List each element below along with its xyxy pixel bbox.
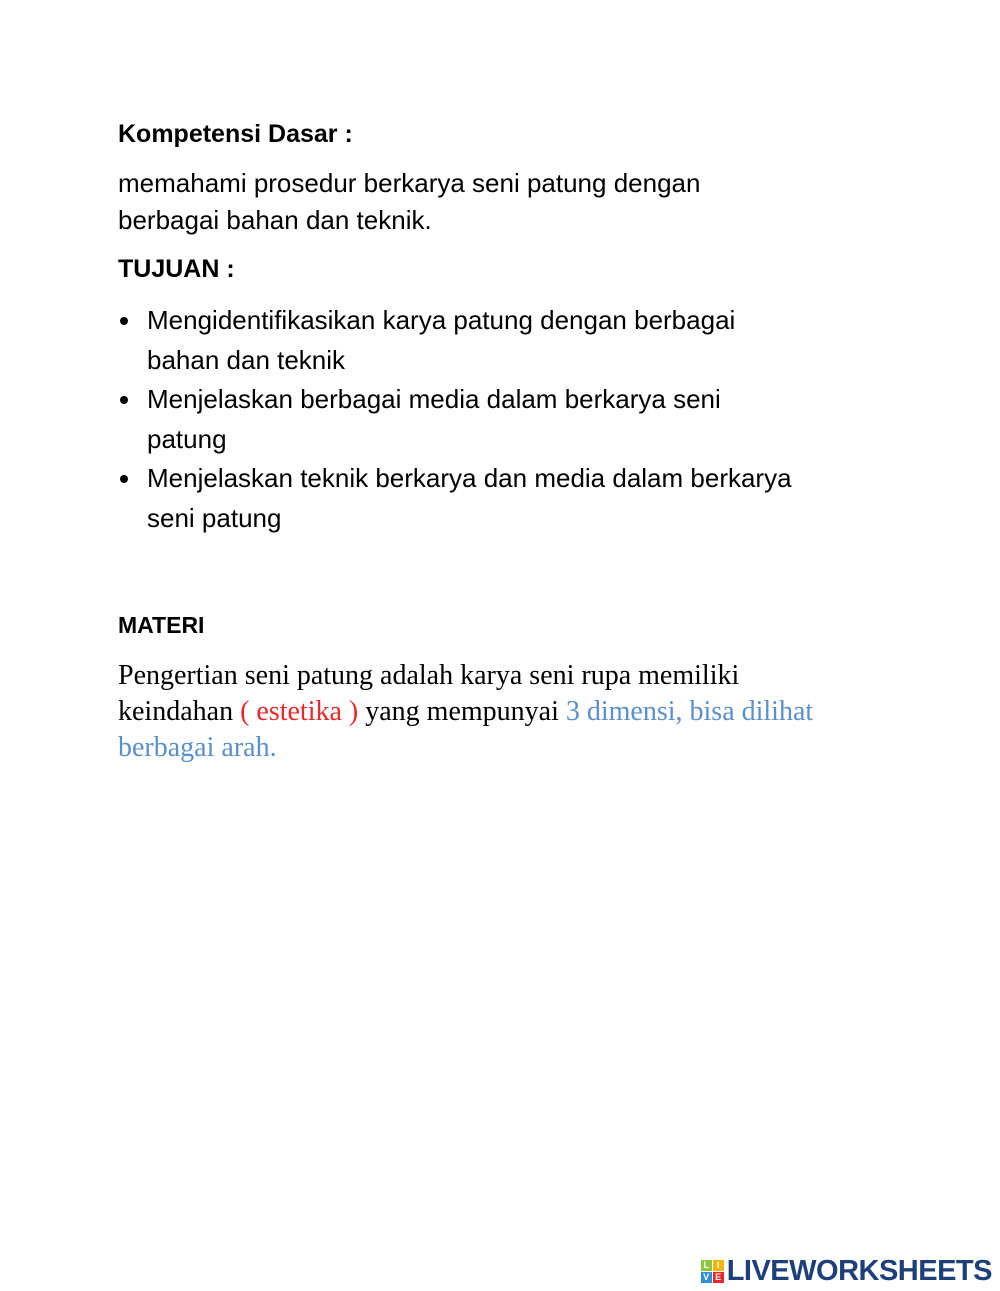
- list-item: Menjelaskan teknik berkarya dan media dalam berkarya seni patung: [118, 459, 792, 538]
- kd-line: memahami prosedur berkarya seni patung dengan: [118, 168, 701, 198]
- tujuan-heading: TUJUAN :: [118, 255, 235, 283]
- materi-heading: MATERI: [118, 612, 205, 638]
- highlight-blue: 3 dimensi, bisa dilihat: [565, 696, 814, 727]
- kd-line: berbagai bahan dan teknik.: [118, 205, 432, 235]
- logo-tiles-icon: L I V E: [701, 1260, 724, 1283]
- list-item: Menjelaskan berbagai media dalam berkarya seni patung: [118, 380, 792, 459]
- liveworksheets-logo: [701, 1256, 992, 1286]
- logo-text: LIVEWORKSHEETS: [726, 1255, 992, 1287]
- highlight-red: ( estetika ): [240, 696, 359, 727]
- list-item: Mengidentifikasikan karya patung dengan berbagai bahan dan teknik: [118, 301, 792, 380]
- materi-text: Pengertian seni patung adalah karya seni rupa memiliki keindahan ( estetika ) yang mempunyai 3 dimensi, bisa dilihat berbagai arah.: [118, 658, 813, 766]
- kd-heading: Kompetensi Dasar :: [118, 120, 353, 148]
- kd-text: [118, 165, 700, 239]
- highlight-blue: berbagai arah.: [118, 732, 277, 763]
- tujuan-list: [118, 301, 792, 538]
